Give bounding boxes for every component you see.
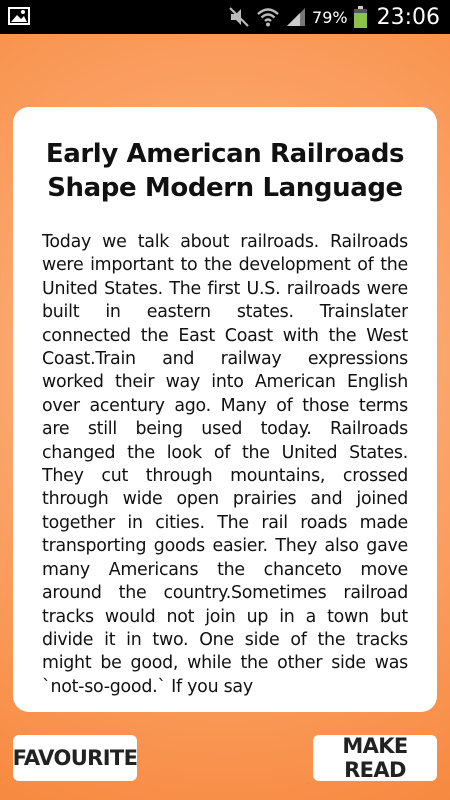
clock: 23:06	[376, 4, 440, 30]
status-icons	[228, 0, 440, 34]
make-read-button[interactable]: MAKE READ	[313, 735, 437, 781]
favourite-button[interactable]: FAVOURITE	[13, 735, 137, 781]
battery-percent: 79%	[312, 7, 348, 27]
article-body[interactable]: Today we talk about railroads. Railroads were important to the development of the United States. The first U.S. railroads were built in eastern states. Trainslater connected the East Coast with the West Coast.Train and railway expressions worked their way into American English over acentury ago. Many of those terms are still being used today. Railroads changed the look of the United States. They cut through mountains, crossed through wide open prairies and joined together in cities. The rail roads made transporting goods easier. They also gave many Americans the chanceto move around the country.Sometimes railroad tracks would not join up in a town but divide it in two. One side of the tracks might be good, while the other side was `not-so-good.` If you say	[42, 232, 408, 697]
battery-icon	[354, 6, 367, 28]
signal-icon	[286, 7, 306, 27]
article-title: Early American Railroads Shape Modern Language	[45, 139, 405, 203]
image-icon	[8, 7, 30, 25]
article-card	[13, 107, 437, 712]
status-bar	[0, 0, 450, 34]
mute-icon	[228, 6, 250, 28]
wifi-icon	[256, 6, 280, 28]
